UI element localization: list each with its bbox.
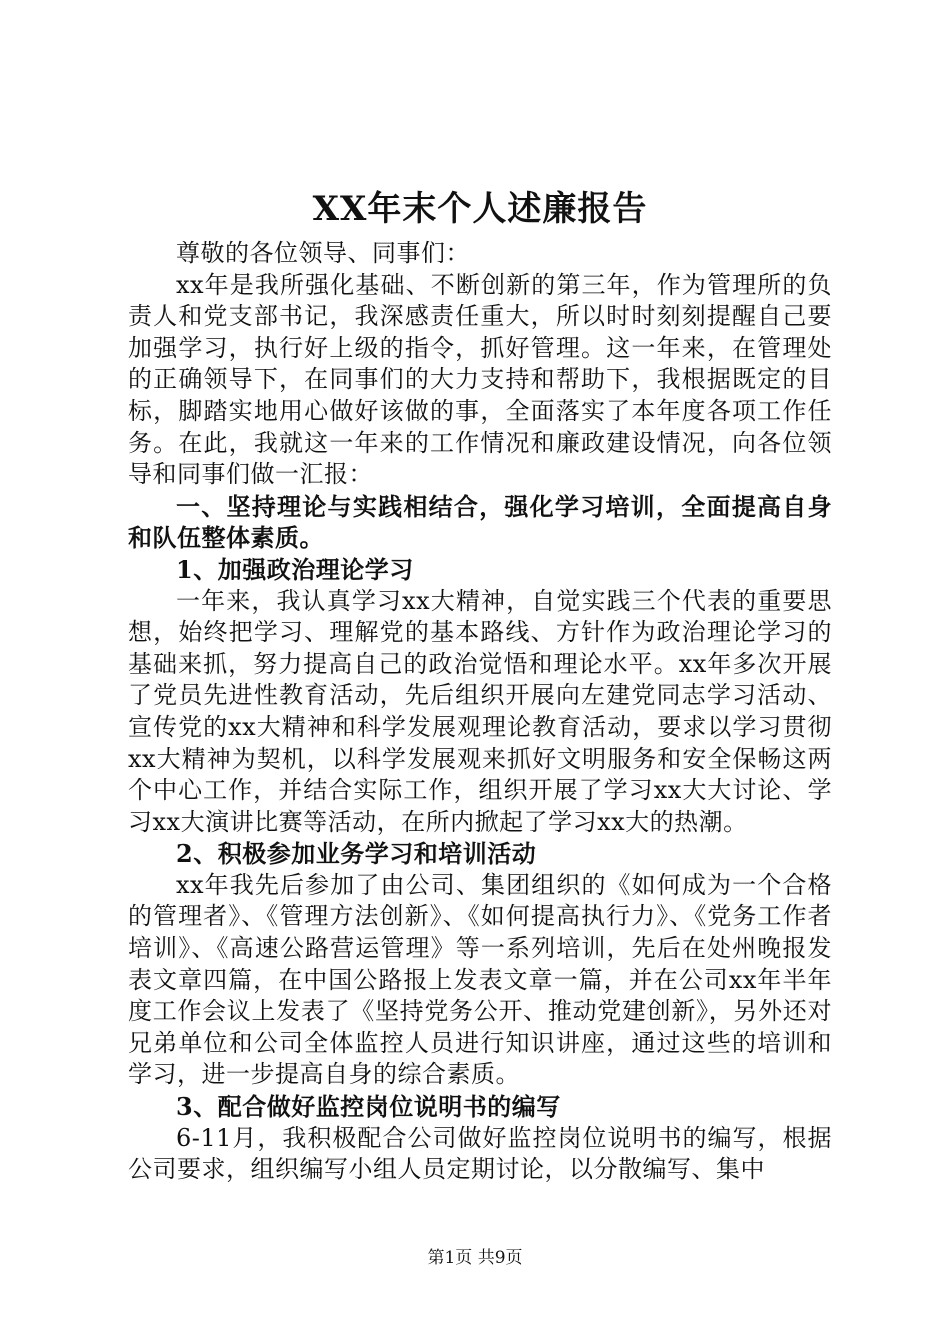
section-heading-1: 一、坚持理论与实践相结合，强化学习培训，全面提高自身和队伍整体素质。	[128, 491, 832, 553]
page-number-footer: 第1页 共9页	[427, 1248, 523, 1268]
document-body	[128, 186, 832, 1186]
body-paragraph-2: xx年我先后参加了由公司、集团组织的《如何成为一个合格的管理者》、《管理方法创新》、《如何提高执行力》、《党务工作者培训》、《高速公路营运管理》等一系列培训，先后在处州晚报发表文章四篇，在中国公路报上发表文章一篇，并在公司xx年半年度工作会议上发表了《坚持党务公开、推动党建创新》，另外还对兄弟单位和公司全体监控人员进行知识讲座，通过这些的培训和学习，进一步提高自身的综合素质。	[128, 870, 832, 1089]
body-paragraph-3: 6-11月，我积极配合公司做好监控岗位说明书的编写，根据公司要求，组织编写小组人员定期讨论，以分散编写、集中	[128, 1123, 832, 1184]
intro-paragraph: xx年是我所强化基础、不断创新的第三年，作为管理所的负责人和党支部书记，我深感责任重大，所以时时刻刻提醒自己要加强学习，执行好上级的指令，抓好管理。这一年来，在管理处的正确领导下，在同事们的大力支持和帮助下，我根据既定的目标，脚踏实地用心做好该做的事，全面落实了本年度各项工作任务。在此，我就这一年来的工作情况和廉政建设情况，向各位领导和同事们做一汇报：	[128, 270, 832, 489]
document-title: XX年末个人述廉报告	[312, 189, 648, 229]
salutation-paragraph: 尊敬的各位领导、同事们：	[176, 239, 470, 267]
subsection-heading-3: 3、配合做好监控岗位说明书的编写	[176, 1092, 561, 1122]
body-paragraph-1: 一年来，我认真学习xx大精神，自觉实践三个代表的重要思想，始终把学习、理解党的基本路线、方针作为政治理论学习的基础来抓，努力提高自己的政治觉悟和理论水平。xx年多次开展了党员先进性教育活动，先后组织开展向左建党同志学习活动、宣传党的xx大精神和科学发展观理论教育活动，要求以学习贯彻xx大精神为契机，以科学发展观来抓好文明服务和安全保畅这两个中心工作，并结合实际工作，组织开展了学习xx大大讨论、学习xx大演讲比赛等活动，在所内掀起了学习xx大的热潮。	[128, 586, 832, 836]
subsection-heading-1: 1、加强政治理论学习	[176, 554, 414, 584]
subsection-heading-2: 2、积极参加业务学习和培训活动	[176, 839, 537, 869]
